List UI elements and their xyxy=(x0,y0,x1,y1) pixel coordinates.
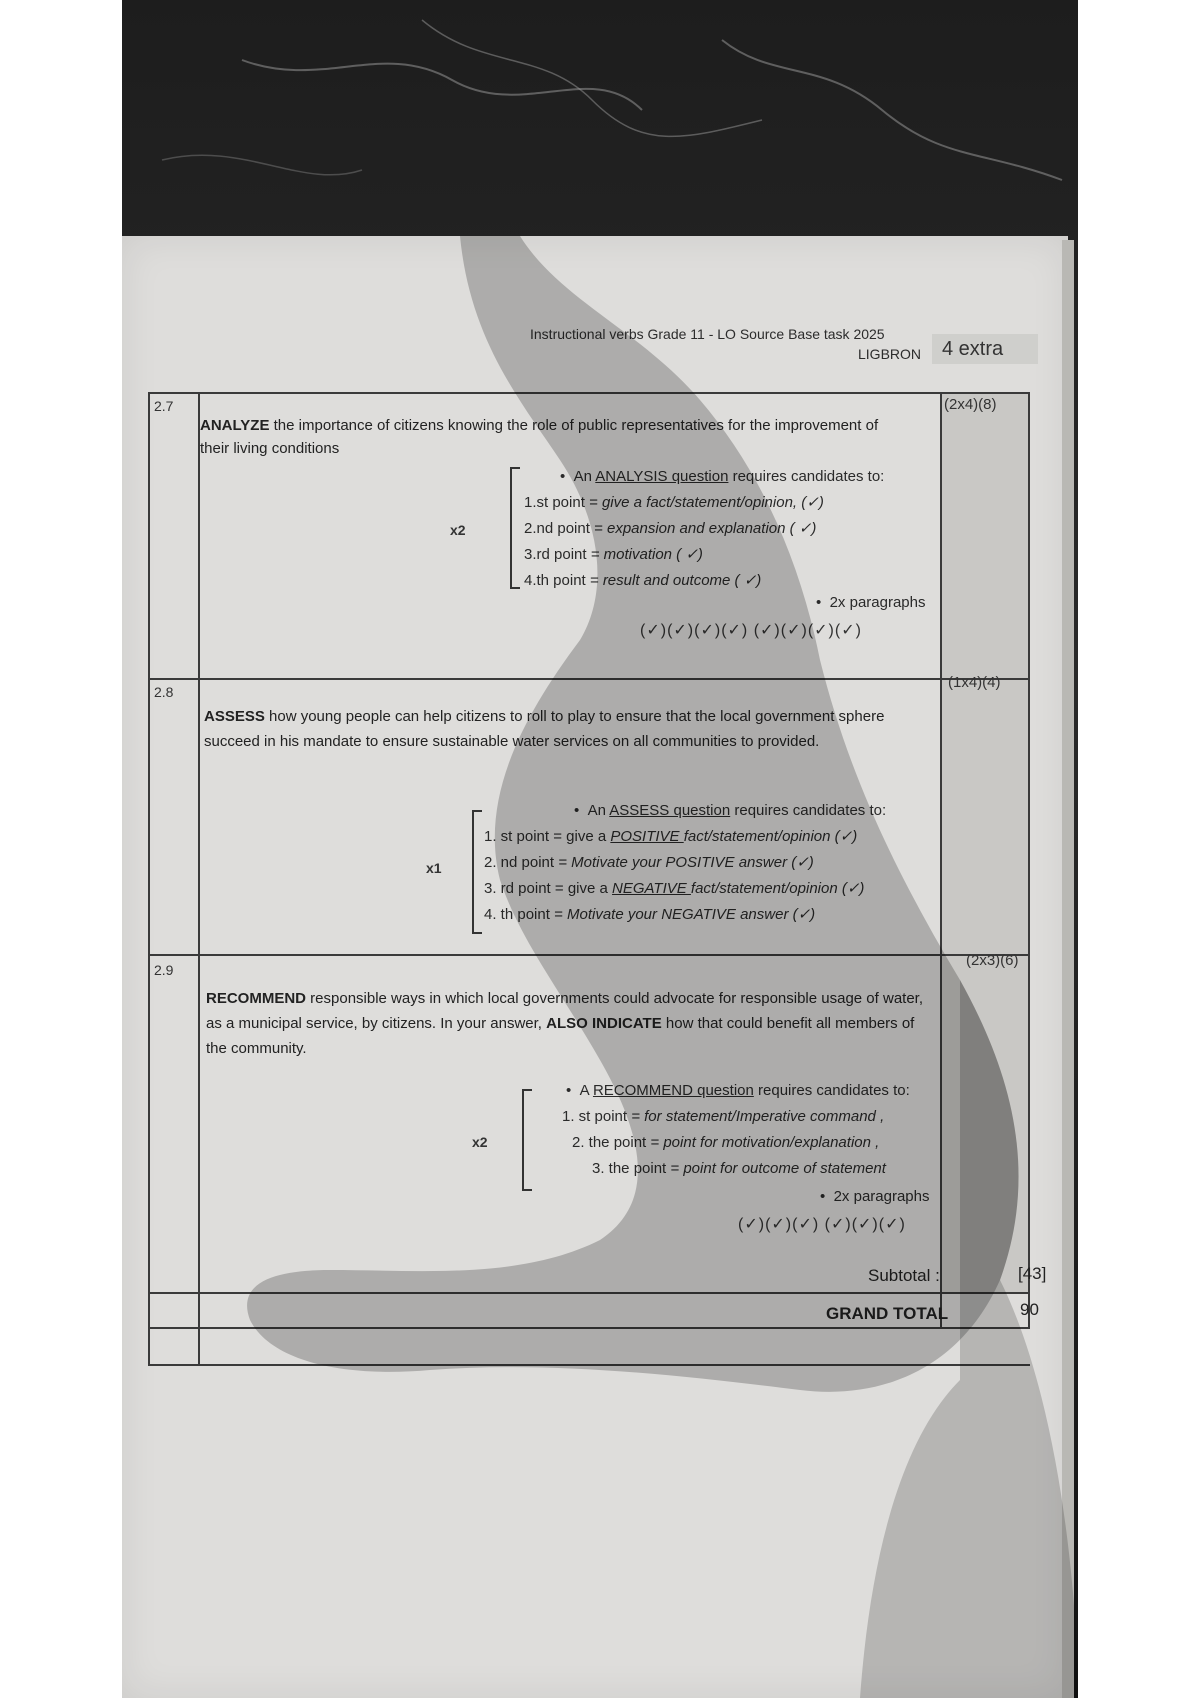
rubric-brace xyxy=(522,1089,532,1191)
subtotal-label: Subtotal : xyxy=(868,1266,940,1285)
question-text xyxy=(200,414,900,460)
question-number: 2.8 xyxy=(154,684,174,700)
row-divider xyxy=(148,1327,1030,1329)
grand-total-label: GRAND TOTAL xyxy=(826,1304,949,1323)
question-body: responsible ways in which local governments could advocate for responsible usage of water, as a municipal service, by citizens. In your answer, xyxy=(206,990,924,1032)
rubric-step: 2. the point = point for motivation/explanation , xyxy=(572,1134,880,1151)
questions-table xyxy=(148,392,1047,1367)
row-divider xyxy=(148,954,1030,956)
row-divider xyxy=(148,1292,1030,1294)
rubric-step: 3.rd point = motivation ( ✓) xyxy=(524,546,703,563)
rubric-list xyxy=(524,464,944,594)
row-divider xyxy=(148,678,1030,680)
rubric-brace xyxy=(472,810,482,934)
rubric-intro: • An ASSESS question requires candidates to: xyxy=(574,802,887,819)
rubric-list xyxy=(484,798,934,928)
tick-marks: (✓)(✓)(✓)(✓) (✓)(✓)(✓)(✓) xyxy=(640,622,862,639)
marks-column xyxy=(940,392,1028,1292)
grand-total-value: 90 xyxy=(1020,1300,1039,1319)
rubric-step: 1. st point = give a POSITIVE fact/statement/opinion (✓) xyxy=(484,828,858,845)
rubric-intro: • An ANALYSIS question requires candidates to: xyxy=(560,468,885,485)
rubric-step: 1. st point = for statement/Imperative command , xyxy=(562,1108,885,1125)
rubric-step: 4.th point = result and outcome ( ✓) xyxy=(524,572,762,589)
multiplier: x1 xyxy=(426,860,442,876)
marble-veins xyxy=(122,0,1078,250)
instruction-verb: ANALYZE xyxy=(200,417,270,434)
question-body-2: how that could benefit all members of the community. xyxy=(206,1015,915,1057)
question-body: the importance of citizens knowing the role of public representatives for the improvement of their living conditions xyxy=(200,417,879,457)
instruction-verb: RECOMMEND xyxy=(206,990,306,1007)
rubric-list xyxy=(536,1078,936,1182)
question-type-link: RECOMMEND question xyxy=(592,1082,754,1099)
rubric-step: 2. nd point = Motivate your POSITIVE answer (✓) xyxy=(484,854,814,871)
question-text xyxy=(204,704,924,754)
multiplier: x2 xyxy=(450,522,466,538)
instruction-verb-2: ALSO INDICATE xyxy=(546,1015,662,1032)
paragraphs-note: • 2x paragraphs xyxy=(816,594,926,611)
question-marks: (1x4)(4) xyxy=(948,674,1001,691)
table-border-left xyxy=(148,392,150,1366)
extra-note: 4 extra xyxy=(932,334,1038,364)
question-number: 2.9 xyxy=(154,962,174,978)
question-marks: (2x4)(8) xyxy=(944,396,997,413)
rubric-step: 2.nd point = expansion and explanation ( ✓) xyxy=(524,520,817,537)
rubric-step: 4. th point = Motivate your NEGATIVE answer (✓) xyxy=(484,906,816,923)
question-type-link: ANALYSIS question xyxy=(595,468,729,485)
school-name: LIGBRON xyxy=(858,346,922,362)
rubric-step: 3. rd point = give a NEGATIVE fact/statement/opinion (✓) xyxy=(484,880,865,897)
tick-marks: (✓)(✓)(✓) (✓)(✓)(✓) xyxy=(738,1216,906,1233)
table-border-bottom xyxy=(148,1364,1030,1366)
rubric-step: 3. the point = point for outcome of statement xyxy=(592,1160,886,1177)
document-header: Instructional verbs Grade 11 - LO Source Base task 2025 xyxy=(530,326,885,342)
question-body: how young people can help citizens to roll to play to ensure that the local government sphere succeed in his mandate to ensure sustainable water services on all communities to provided. xyxy=(204,708,885,750)
subtotal-value: [43] xyxy=(1018,1264,1047,1283)
rubric-step: 1.st point = give a fact/statement/opinion, (✓) xyxy=(524,494,824,511)
table-border-top xyxy=(148,392,1030,394)
paragraphs-note: • 2x paragraphs xyxy=(820,1188,930,1205)
column-divider xyxy=(198,392,200,1366)
rubric-brace xyxy=(510,467,520,589)
page-stack-edge xyxy=(1062,240,1074,1698)
table-border-right xyxy=(1028,392,1030,1327)
instruction-verb: ASSESS xyxy=(204,708,265,725)
question-type-link: ASSESS question xyxy=(609,802,731,819)
question-marks: (2x3)(6) xyxy=(966,952,1019,969)
question-text xyxy=(206,986,926,1061)
rubric-intro: • A RECOMMEND question requires candidates to: xyxy=(566,1082,910,1099)
multiplier: x2 xyxy=(472,1134,488,1150)
question-number: 2.7 xyxy=(154,398,174,414)
